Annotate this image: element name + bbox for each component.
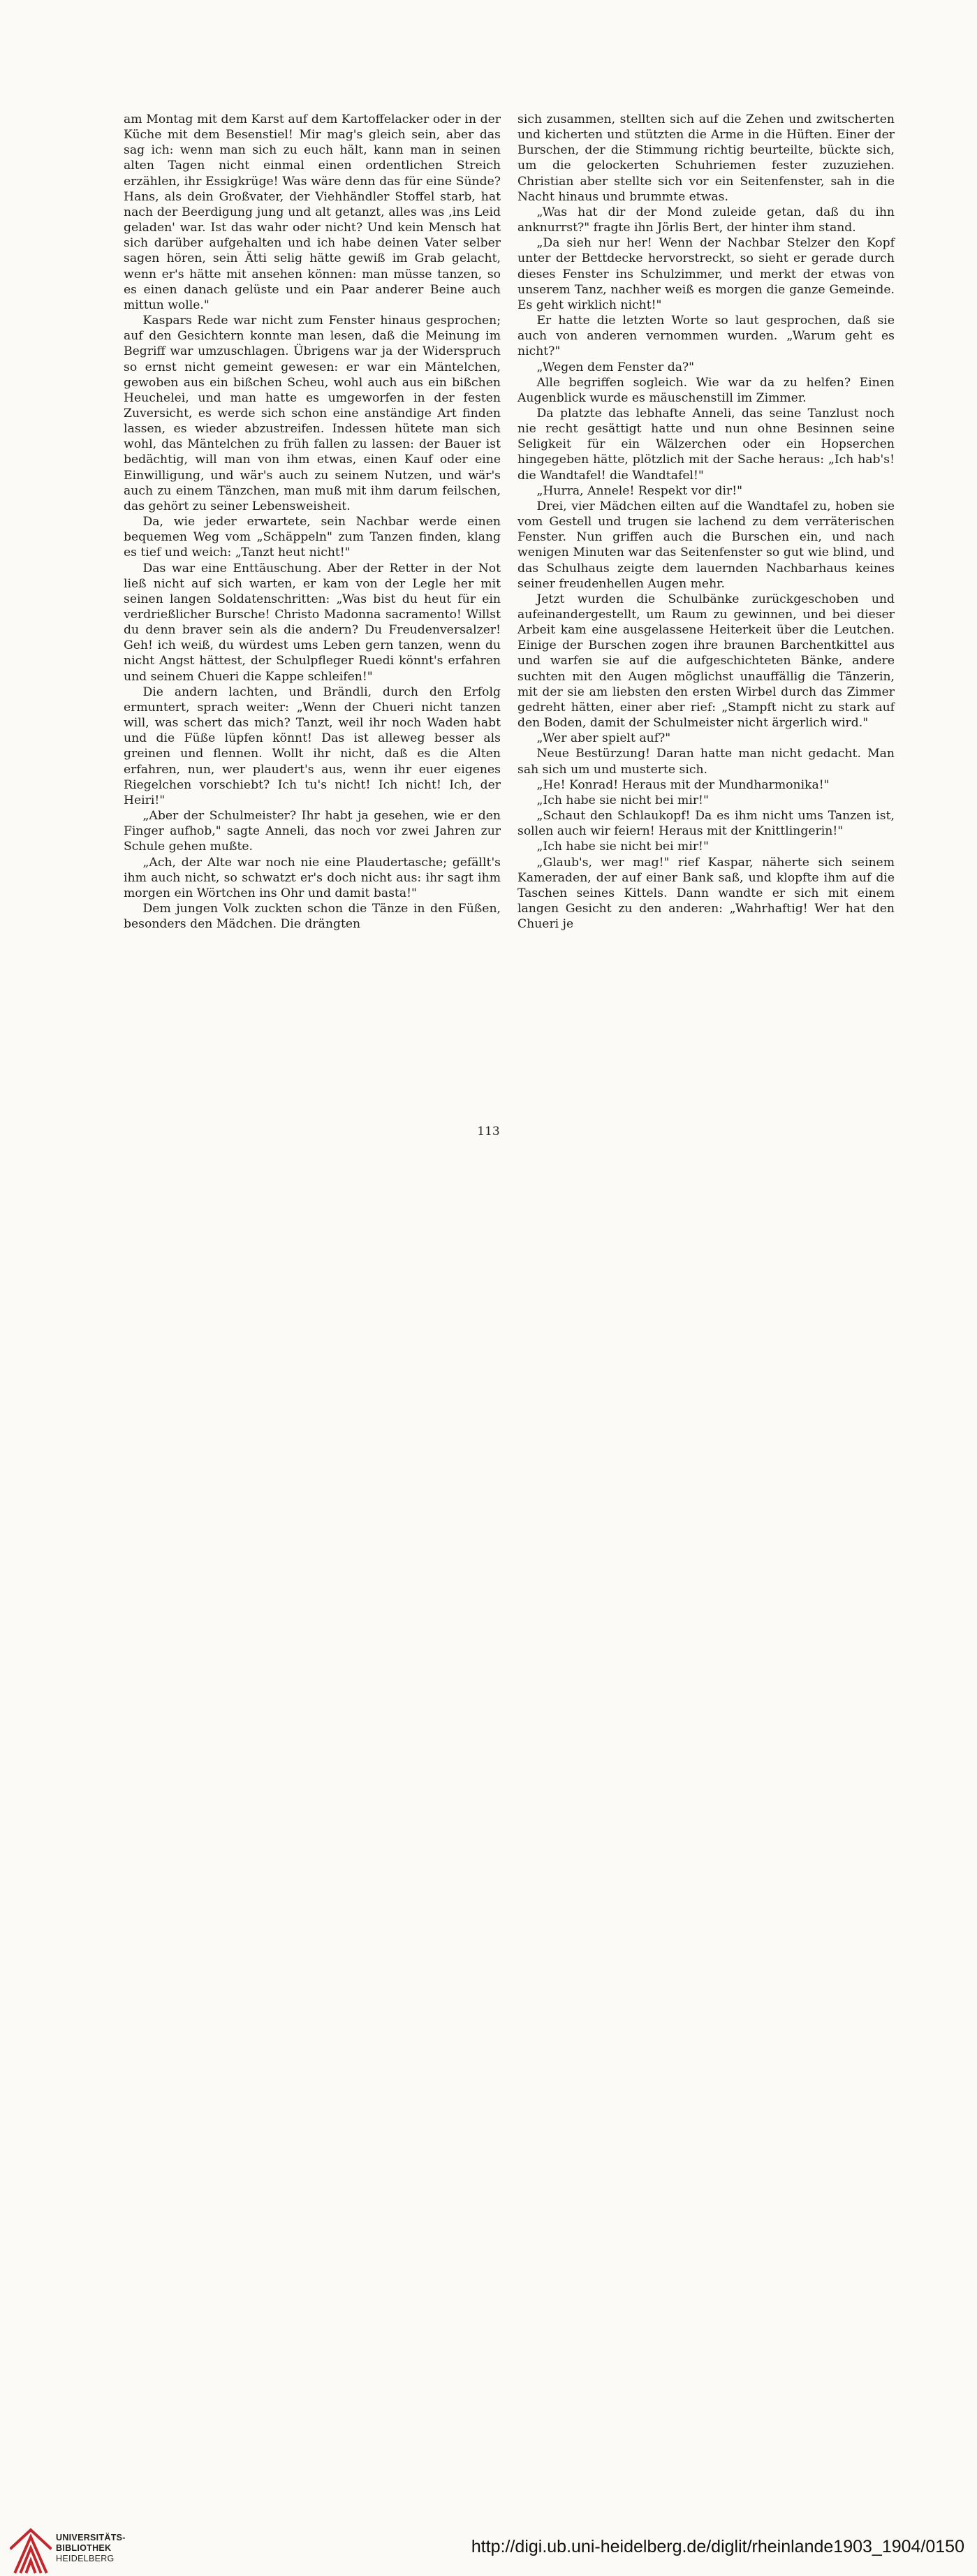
library-name-line1: UNIVERSITÄTS- <box>56 2533 126 2542</box>
paragraph: Dem jungen Volk zuckten schon die Tänze in den Füßen, besonders den Mädchen. Die drängten <box>124 901 501 932</box>
library-name <box>56 2533 126 2564</box>
paragraph: „Ach, der Alte war noch nie eine Plaudertasche; gefällt's ihm auch nicht, so schwatzt er's doch nicht aus: ihr sagt ihm morgen ein Wörtchen ins Ohr und damit basta!" <box>124 855 501 900</box>
paragraph: „Hurra, Annele! Respekt vor dir!" <box>536 483 743 498</box>
paragraph: „He! Konrad! Heraus mit der Mundharmonika!" <box>536 777 830 792</box>
library-name-line2: BIBLIOTHEK <box>56 2543 112 2553</box>
paragraph: Alle begriffen sogleich. Wie war da zu helfen? Einen Augenblick wurde es mäuschenstill im Zimmer. <box>517 375 895 405</box>
paragraph: „Aber der Schulmeister? Ihr habt ja gesehen, wie er den Finger aufhob," sagte Anneli, das noch vor zwei Jahren zur Schule gehen mußte. <box>124 809 501 854</box>
paragraph: „Wer aber spielt auf?" <box>536 731 671 746</box>
footer-bar <box>0 1257 977 2563</box>
paragraph: Da platzte das lebhafte Anneli, das seine Tanzlust noch nie recht gesättigt hatte und nun ohne Besinnen seine Seligkeit für ein Wälzerchen oder ein Hopserchen hingegeben hätte, plötzlich mit der Sache heraus: „Ich hab's! die Wandtafel! die Wandtafel!" <box>517 406 895 483</box>
paragraph: Das war eine Enttäuschung. Aber der Retter in der Not ließ nicht auf sich warten, er kam von der Legle her mit seinen langen Soldatenschritten: „Was bist du heut für ein verdrießlicher Bursche! Christo Madonna sacramento! Willst du denn braver sein als die andern? Du Freudenversalzer! Geh! ich weiß, du würdest ums Leben gern tanzen, wenn du nicht Angst hättest, der Schulpfleger Ruedi könnt's erfahren und seinem Chueri die Kappe schleifen!" <box>124 561 501 684</box>
paragraph: „Schaut den Schlaukopf! Da es ihm nicht ums Tanzen ist, sollen auch wir feiern! Heraus mit der Knittlingerin!" <box>517 809 895 839</box>
text-column-right <box>517 112 895 932</box>
paragraph: Da, wie jeder erwartete, sein Nachbar werde einen bequemen Weg vom „Schäppeln" zum Tanzen finden, klang es tief und weich: „Tanzt heut nicht!" <box>124 515 501 560</box>
paragraph: sich zusammen, stellten sich auf die Zehen und zwitscherten und kicherten und stützten die Arme in die Hüften. Einer der Burschen, der die Stimmung richtig beurteilte, bückte sich, um die gelockerten Schuhriemen fester zuzuziehen. Christian aber stellte sich vor ein Seitenfenster, sah in die Nacht hinaus und brummte etwas. <box>517 112 895 204</box>
paragraph: „Glaub's, wer mag!" rief Kaspar, näherte sich seinem Kameraden, der auf einer Bank saß, und klopfte ihm auf die Taschen seines Kittels. Dann wandte er sich mit einem langen Gesicht zu den anderen: „Wahrhaftig! Wer hat den Chueri je <box>517 855 895 932</box>
paragraph: Er hatte die letzten Worte so laut gesprochen, daß sie auch von anderen vernommen wurden. „Warum geht es nicht?" <box>517 314 895 359</box>
paragraph: „Was hat dir der Mond zuleide getan, daß du ihn anknurrst?" fragte ihn Jörlis Bert, der hinter ihm stand. <box>517 205 895 235</box>
paragraph: Jetzt wurden die Schulbänke zurückgeschoben und aufeinandergestellt, um Raum zu gewinnen, und bei dieser Arbeit kam eine ausgelassene Heiterkeit über die Leutchen. Einige der Burschen zogen ihre braunen Barchentkittel aus und warfen sie auf die aufgeschichteten Bänke, andere suchten mit den Augen möglichst unauffällig die Tänzerin, mit der sie am liebsten den ersten Wirbel durch das Zimmer gedreht hätten, einer aber rief: „Stampft nicht zu stark auf den Boden, damit der Schulmeister nicht ärgerlich wird." <box>517 592 895 731</box>
university-logo-icon <box>10 2527 52 2576</box>
library-name-line3: HEIDELBERG <box>56 2554 115 2563</box>
source-url[interactable]: http://digi.ub.uni-heidelberg.de/diglit/rheinlande1903_1904/0150 <box>471 2537 964 2556</box>
paragraph: Kaspars Rede war nicht zum Fenster hinaus gesprochen; auf den Gesichtern konnte man lesen, daß die Meinung im Begriff war umzuschlagen. Übrigens war ja der Widerspruch so ernst nicht gemeint gewesen: er war ein Mäntelchen, gewoben aus ein bißchen Scheu, wohl auch aus ein bißchen Heuchelei, und man hatte es umgeworfen in der festen Zuversicht, es werde sich schon eine anständige Art finden lassen, es wieder abzustreifen. Indessen hütete man sich wohl, das Mäntelchen zu früh fallen zu lassen: der Bauer ist bedächtig, will man von ihm etwas, einen Kauf oder eine Einwilligung, und wär's auch zu seinem Nutzen, und wär's auch zu einem Tänzchen, man muß mit ihm darum feilschen, das gehört zu seiner Lebensweisheit. <box>124 314 501 513</box>
paragraph: „Ich habe sie nicht bei mir!" <box>536 793 709 807</box>
paragraph: Neue Bestürzung! Daran hatte man nicht gedacht. Man sah sich um und musterte sich. <box>517 747 895 777</box>
paragraph: Drei, vier Mädchen eilten auf die Wandtafel zu, hoben sie vom Gestell und trugen sie lachend zu dem verräterischen Fenster. Nun griffen auch die Burschen ein, und nach wenigen Minuten war das Seitenfenster so gut wie blind, und das Schulhaus zeigte dem lauernden Nachbarhaus keines seiner freudenhellen Augen mehr. <box>517 499 895 591</box>
paragraph: „Ich habe sie nicht bei mir!" <box>536 840 709 854</box>
paragraph: „Da sieh nur her! Wenn der Nachbar Stelzer den Kopf unter der Bettdecke hervorstreckt, so sieht er gerade durch dieses Fenster ins Schulzimmer, und merkt der etwas von unserem Tanz, nachher weiß es morgen die ganze Gemeinde. Es geht wirklich nicht!" <box>517 236 895 312</box>
paragraph: Die andern lachten, und Brändli, durch den Erfolg ermuntert, sprach weiter: „Wenn der Chueri nicht tanzen will, was schert das mich? Tanzt, weil ihr noch Waden habt und die Füße lüpfen könnt! Das ist alleweg besser als greinen und flennen. Wollt ihr nicht, daß es die Alten erfahren, nun, wer plaudert's aus, wenn ihr euer eigenes Riegelchen vorschiebt? Ich tu's nicht! Ich nicht! Ich, der Heiri!" <box>124 685 501 807</box>
page-number: 113 <box>477 1125 500 1139</box>
paragraph: „Wegen dem Fenster da?" <box>536 360 695 374</box>
paragraph: am Montag mit dem Karst auf dem Kartoffelacker oder in der Küche mit dem Besenstiel! Mir mag's gleich sein, aber das sag ich: wenn man sich zu euch hält, kann man in seinen alten Tagen nicht einmal einen ordentlichen Streich erzählen, ihr Essigkrüge! Was wäre denn das für eine Sünde? Hans, als dein Großvater, der Viehhändler Stoffel starb, hat nach der Beerdigung jung und alt getanzt, alles was ‚ins Leid geladen' war. Ist das wahr oder nicht? Und kein Mensch hat sich darüber aufgehalten und ich habe deinen Vater selber sagen hören, sein Ätti selig hätte gewiß im Grab gelacht, wenn er's hätte mit ansehen können: man müsse tanzen, so es einen danach gelüste und ein Paar anderer Beine auch mittun wolle." <box>124 112 501 312</box>
text-column-left <box>124 112 501 932</box>
